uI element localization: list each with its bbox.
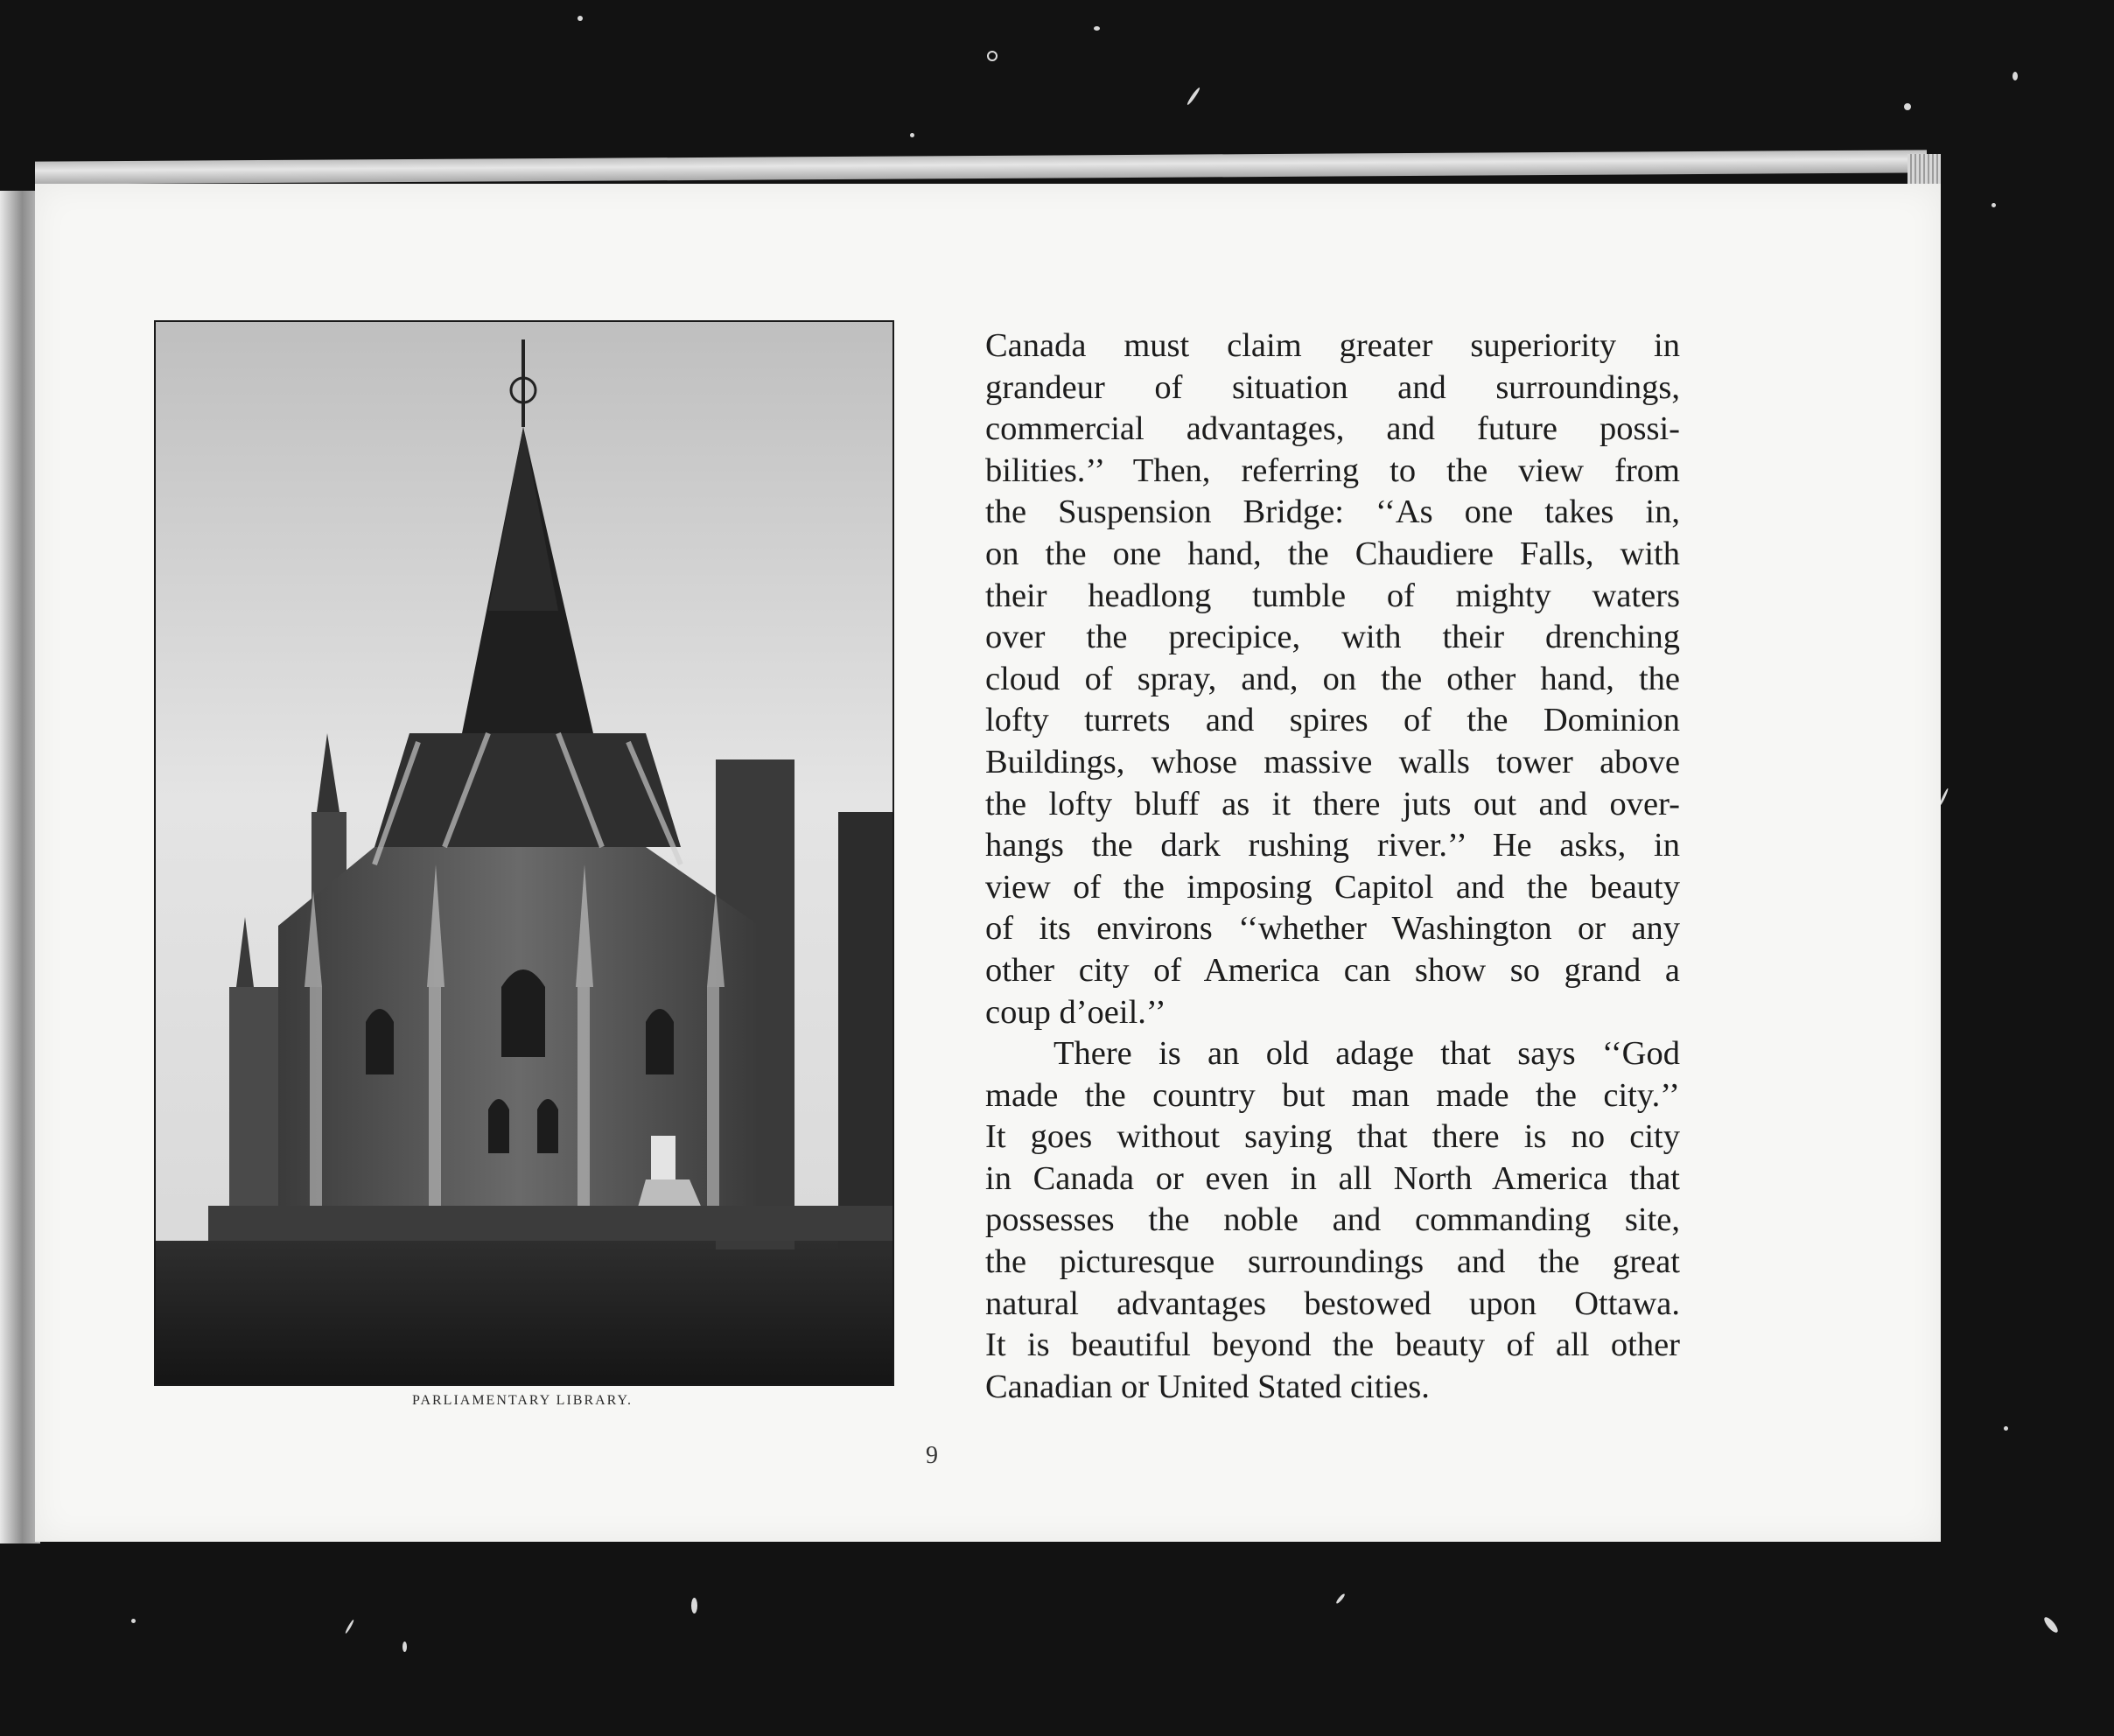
text-line: coup d’oeil.’’ xyxy=(985,993,1166,1031)
dust-speck xyxy=(345,1619,355,1634)
library-illustration xyxy=(156,322,892,1384)
right-tree xyxy=(838,812,892,1250)
text-line: in Canada or even in all North America that xyxy=(985,1159,1680,1197)
text-line: of its environs ‘‘whether Washington or any xyxy=(985,910,1680,948)
dust-speck xyxy=(1186,87,1200,106)
body-text xyxy=(985,326,1680,1408)
text-line: their headlong tumble of mighty waters xyxy=(985,577,1680,614)
text-line: other city of America can show so grand a xyxy=(985,951,1680,989)
text-line: natural advantages bestowed upon Ottawa. xyxy=(985,1284,1680,1322)
text-line: hangs the dark rushing river.’’ He asks, in xyxy=(985,827,1680,864)
dust-speck xyxy=(1335,1592,1346,1604)
dust-speck xyxy=(691,1598,697,1614)
dust-speck xyxy=(910,133,914,137)
text-line: Buildings, whose massive walls tower above xyxy=(985,743,1680,780)
text-line: view of the imposing Capitol and the beauty xyxy=(985,868,1680,906)
text-line: It is beautiful beyond the beauty of all other xyxy=(985,1326,1680,1364)
text-line: the Suspension Bridge: ‘‘As one takes in, xyxy=(985,494,1680,531)
text-line: It goes without saying that there is no city xyxy=(985,1118,1680,1156)
paragraph-1 xyxy=(985,326,1680,1033)
lawn xyxy=(156,1241,892,1384)
photo-caption: PARLIAMENTARY LIBRARY. xyxy=(412,1393,633,1408)
dust-speck xyxy=(131,1619,136,1623)
parliamentary-library-photo xyxy=(154,320,894,1386)
dust-speck xyxy=(2004,1426,2008,1431)
dust-speck xyxy=(987,51,998,61)
foundation xyxy=(208,1206,892,1241)
text-line: lofty turrets and spires of the Dominion xyxy=(985,702,1680,739)
paragraph-2 xyxy=(985,1033,1680,1408)
library-drum xyxy=(374,733,681,847)
dust-speck xyxy=(1992,203,1996,207)
text-line: made the country but man made the city.’’ xyxy=(985,1076,1680,1114)
page-number: 9 xyxy=(926,1442,938,1469)
dust-speck xyxy=(2042,1615,2060,1634)
dust-speck xyxy=(578,16,583,21)
text-line: the lofty bluff as it there juts out and over- xyxy=(985,785,1680,822)
dust-speck xyxy=(1094,26,1100,31)
dust-speck xyxy=(2012,72,2018,80)
text-line: bilities.’’ Then, referring to the view from xyxy=(985,452,1680,489)
text-line: possesses the noble and commanding site, xyxy=(985,1201,1680,1239)
dust-speck xyxy=(402,1642,407,1652)
text-line: grandeur of situation and surroundings, xyxy=(985,368,1680,406)
text-line: on the one hand, the Chaudiere Falls, with xyxy=(985,535,1680,572)
text-line: commercial advantages, and future possi- xyxy=(985,410,1680,448)
text-line: cloud of spray, and, on the other hand, the xyxy=(985,660,1680,697)
text-line: Canadian or United Stated cities. xyxy=(985,1368,1430,1405)
dust-speck xyxy=(1904,103,1911,110)
text-line: Canada must claim greater superiority in xyxy=(985,327,1680,364)
text-line: There is an old adage that says ‘‘God xyxy=(1054,1035,1680,1073)
text-line: over the precipice, with their drenching xyxy=(985,619,1680,656)
entrance-door xyxy=(651,1136,676,1180)
text-line: the picturesque surroundings and the great xyxy=(985,1243,1680,1281)
